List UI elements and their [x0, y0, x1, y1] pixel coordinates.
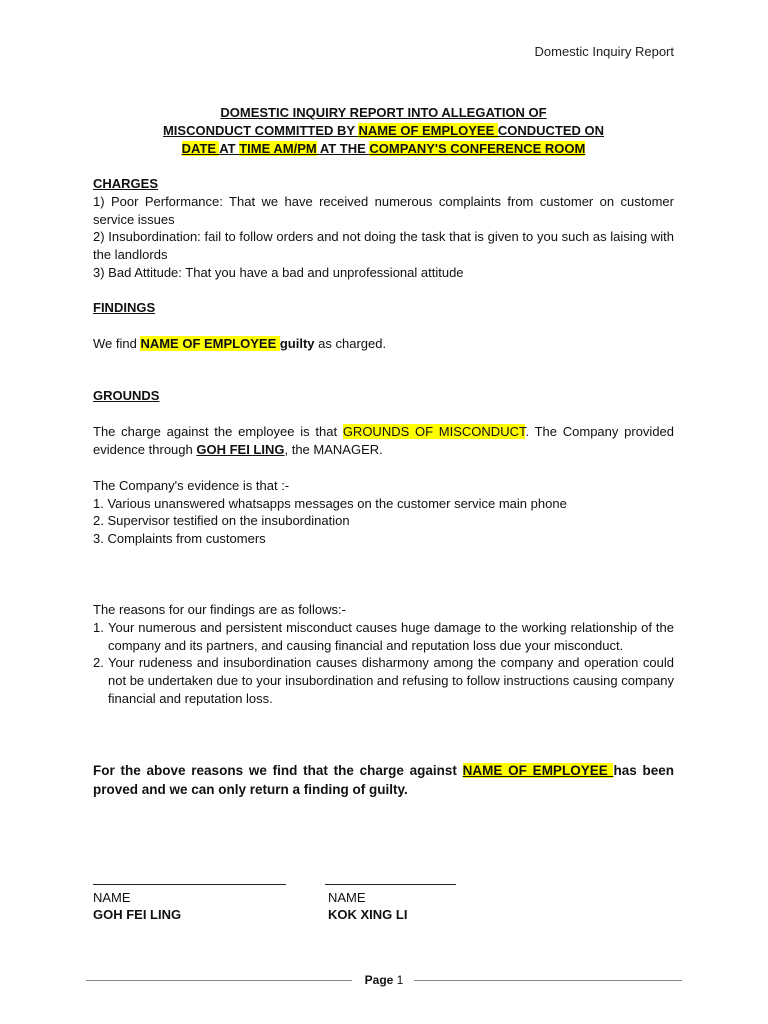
findings-text	[93, 335, 674, 353]
reasons-section	[93, 601, 674, 708]
charge-item: 2) Insubordination: fail to follow orders and not doing the task that is given to you such as laising with the landlords	[93, 229, 674, 263]
conclusion-paragraph	[93, 761, 674, 799]
findings-post: as charged.	[314, 335, 387, 351]
reason-text: Your numerous and persistent misconduct causes huge damage to the working relationship of the company and its partners, and causing financial and reputation loss due your misconduct.	[108, 619, 674, 653]
reason-item	[93, 619, 674, 655]
grounds-manager-name: GOH FEI LING	[196, 441, 285, 457]
title-line-3	[93, 140, 674, 158]
document-body	[93, 104, 674, 799]
reason-text: Your rudeness and insubordination causes disharmony among the company and operation could not be undertaken due to your insubordination and refusing to follow instructions causing company financial and reputation loss.	[108, 655, 674, 706]
evidence-intro: The Company's evidence is that :-	[93, 477, 290, 493]
findings-employee-highlight: NAME OF EMPLOYEE	[140, 335, 280, 351]
findings-pre: We find	[93, 335, 141, 351]
signature-label: NAME	[93, 890, 131, 905]
page-number-value: 1	[396, 973, 404, 987]
signature-line	[93, 884, 286, 885]
evidence-item: 3. Complaints from customers	[93, 531, 266, 547]
signature-line	[325, 884, 456, 885]
signatory-name: GOH FEI LING	[93, 907, 182, 922]
charge-item: 1) Poor Performance: That we have received numerous complaints from customer on customer service issues	[93, 193, 674, 227]
title-room-highlight: COMPANY'S CONFERENCE ROOM	[369, 141, 586, 156]
grounds-post: , the MANAGER.	[284, 441, 383, 457]
conclusion-pre: For the above reasons we find that the charge against	[93, 762, 463, 778]
grounds-pre: The charge against the employee is that	[93, 424, 343, 440]
running-header: Domestic Inquiry Report	[534, 44, 674, 59]
charges-heading: CHARGES	[93, 176, 159, 191]
page-footer	[86, 972, 682, 988]
page-label: Page	[364, 973, 394, 987]
page-number	[86, 972, 682, 988]
reasons-intro: The reasons for our findings are as follows:-	[93, 601, 346, 617]
reason-item	[93, 654, 674, 707]
title-line-2	[93, 122, 674, 140]
title-line-2-pre: MISCONDUCT COMMITTED BY	[162, 123, 359, 138]
title-employee-highlight: NAME OF EMPLOYEE	[358, 123, 498, 138]
title-line-3-mid2: AT THE	[316, 141, 370, 156]
reason-number: 1.	[93, 619, 104, 635]
title-line-2-post: CONDUCTED ON	[497, 123, 605, 138]
title-line-3-mid1: AT	[219, 141, 240, 156]
signature-label: NAME	[328, 890, 366, 905]
signatory-name: KOK XING LI	[328, 907, 408, 922]
charge-item: 3) Bad Attitude: That you have a bad and unprofessional attitude	[93, 264, 464, 280]
title-line-1	[93, 104, 674, 122]
charges-section	[93, 175, 674, 282]
grounds-section	[93, 387, 674, 548]
findings-heading: FINDINGS	[93, 299, 156, 315]
reasons-list	[93, 619, 674, 708]
title-date-highlight: DATE	[181, 141, 220, 156]
grounds-heading: GROUNDS	[93, 388, 160, 404]
report-title	[93, 104, 674, 158]
signature-left	[93, 872, 286, 922]
title-time-highlight: TIME AM/PM	[239, 141, 317, 156]
grounds-mid: . The Company provided evidence through	[93, 424, 675, 457]
reason-number: 2.	[93, 655, 104, 671]
evidence-item: 2. Supervisor testified on the insubordination	[93, 513, 350, 529]
evidence-item: 1. Various unanswered whatsapps messages on the customer service main phone	[93, 495, 567, 511]
title-line-1-text: DOMESTIC INQUIRY REPORT INTO ALLEGATION OF	[220, 105, 547, 120]
grounds-misconduct-highlight: GROUNDS OF MISCONDUCT	[342, 424, 526, 440]
signature-right	[325, 872, 456, 922]
conclusion-post: has been proved and we can only return a finding of guilty.	[93, 762, 674, 797]
grounds-paragraph	[93, 423, 674, 459]
findings-guilty: guilty	[279, 335, 315, 351]
conclusion-employee-highlight: NAME OF EMPLOYEE	[462, 762, 614, 778]
findings-section	[93, 299, 674, 353]
